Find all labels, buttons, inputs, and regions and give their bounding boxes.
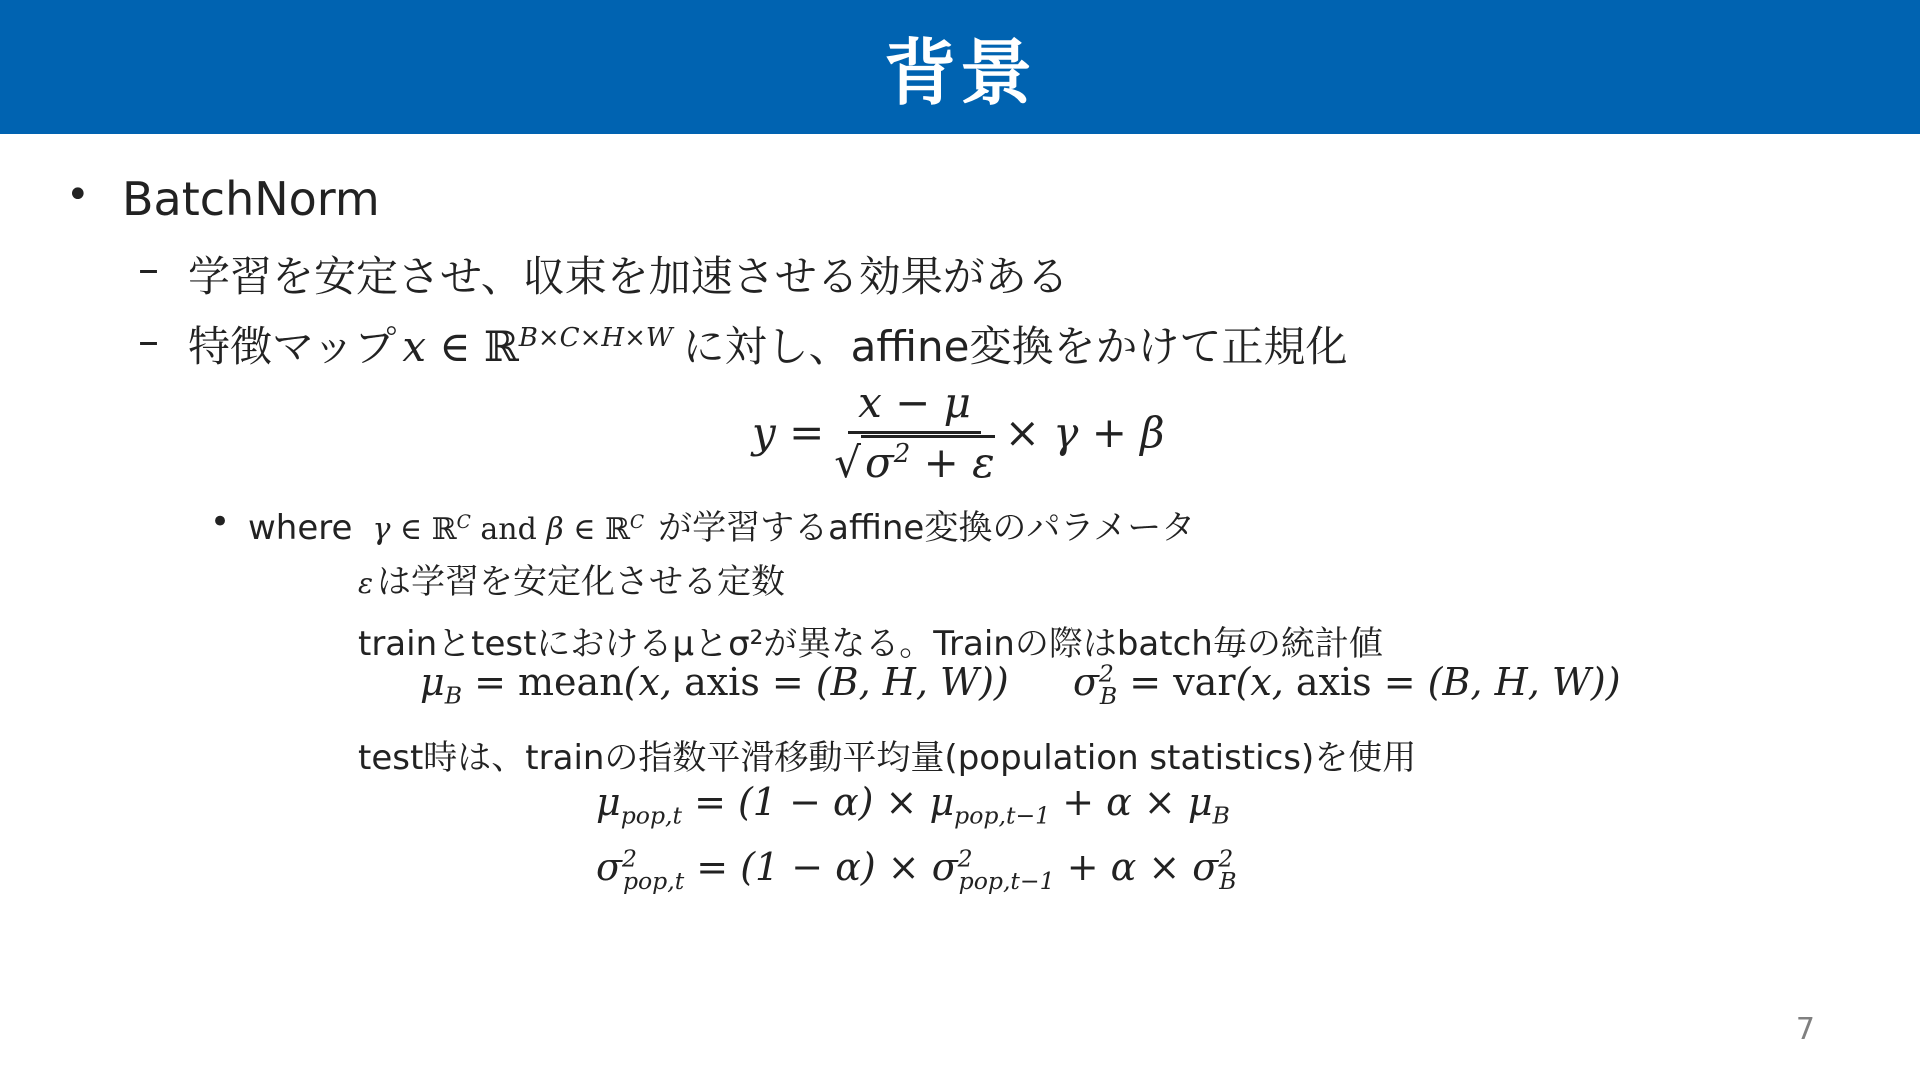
formula-fraction: $\frac{x - \mu}{√\sigma^2 + \varepsilon}$ [834, 378, 995, 487]
line-test: test時は、trainの指数平滑移動平均量(population statistics)を使用 [358, 738, 1417, 778]
formula-bn-main: y = $\frac{x - \mu}{√\sigma^2 + \varepsilon}$ × γ + β [752, 378, 1165, 487]
bullet-sub2 [188, 314, 1347, 374]
page-number: 7 [1795, 1012, 1815, 1047]
bullet-sub1: 学習を安定させ、収束を加速させる効果がある [188, 252, 1069, 301]
line-train-test: trainとtestにおけるμとσ²が異なる。Trainの際はbatch毎の統計値 [358, 624, 1383, 664]
formula-batch-stats [420, 659, 1621, 710]
sub2-suffix: に対し、affine変換をかけて正規化 [682, 322, 1348, 371]
sub2-prefix: 特徴マップ [188, 322, 397, 371]
dash-icon: – [138, 244, 159, 293]
bullet-dot-icon: • [66, 172, 90, 218]
formula-feature-map: x ∈ ℝ$^{B\times C\times H\times W}$ [402, 322, 673, 371]
where-label: where [248, 508, 353, 548]
formula-mu-pop: $\mu_{pop,t} = (1 - \alpha) \times \mu_{pop,t-1} + \alpha \times \mu_B$ [596, 780, 1230, 830]
slide-title: 背景 [883, 31, 1036, 115]
formula-params: γ ∈ ℝ$^C$ and β ∈ ℝ$^C$ [372, 512, 645, 547]
bullet-where [248, 500, 1195, 549]
formula-sigma-batch: $\sigma^2_B = var(x$, axis = (B, H, W)) [1072, 659, 1621, 710]
epsilon-text: は学習を安定化させる定数 [377, 562, 786, 602]
formula-mu-batch: $\mu_B$ = mean(x, axis = (B, H, W)) [420, 660, 1009, 710]
formula-epsilon: ε [358, 567, 374, 600]
where-suffix: が学習するaffine変換のパラメータ [658, 508, 1196, 548]
bullet-dot-small-icon: • [210, 502, 231, 542]
bullet-main: BatchNorm [122, 172, 380, 226]
dash-icon: – [138, 316, 159, 365]
line-epsilon [358, 554, 785, 603]
formula-sigma-pop: $\sigma^2_{pop,t} = (1 - \alpha) \times \sigma^2_{pop,t-1} + \alpha \times \sigma^2_B$ [596, 844, 1237, 895]
